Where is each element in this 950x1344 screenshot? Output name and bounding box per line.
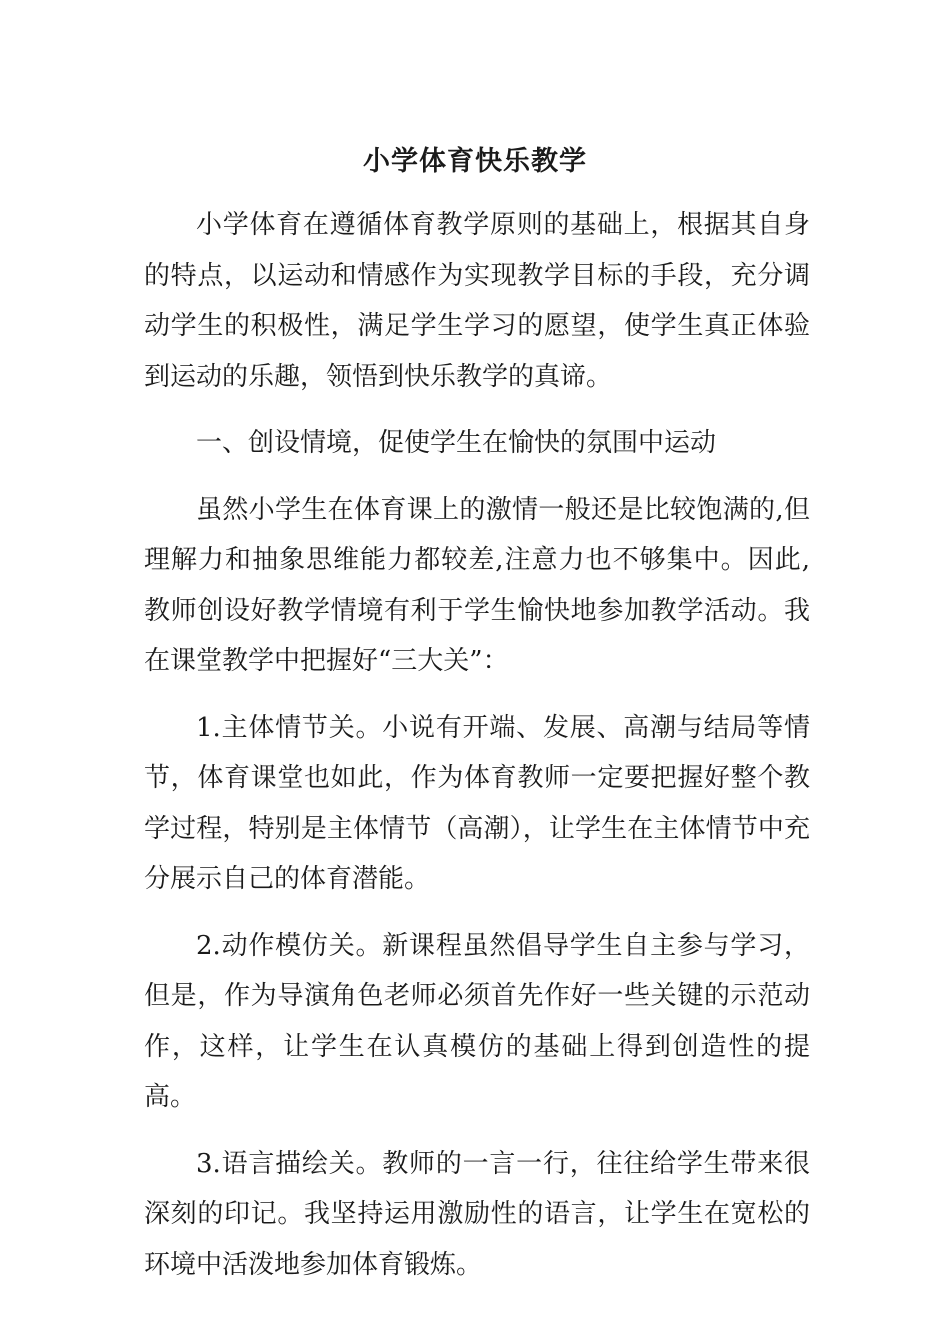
list-item-3: 3.语言描绘关。教师的一言一行，往往给学生带来很深刻的印记。我坚持运用激励性的语言，让学生在宽松的环境中活泼地参加体育锻炼。 bbox=[144, 1148, 810, 1280]
list-item-2: 2.动作模仿关。新课程虽然倡导学生自主参与学习，但是，作为导演角色老师必须首先作好一些关键的示范动作，这样，让学生在认真模仿的基础上得到创造性的提高。 bbox=[144, 930, 810, 1112]
section-heading-1: 一、创设情境，促使学生在愉快的氛围中运动 bbox=[196, 428, 717, 458]
document-body bbox=[144, 200, 810, 1306]
document-title: 小学体育快乐教学 bbox=[363, 146, 587, 177]
list-item-1: 1.主体情节关。小说有开端、发展、高潮与结局等情节，体育课堂也如此，作为体育教师一定要把握好整个教学过程，特别是主体情节（高潮），让学生在主体情节中充分展示自己的体育潜能。 bbox=[144, 712, 810, 894]
paragraph-intro: 小学体育在遵循体育教学原则的基础上，根据其自身的特点，以运动和情感作为实现教学目标的手段，充分调动学生的积极性，满足学生学习的愿望，使学生真正体验到运动的乐趣，领悟到快乐教学的真谛。 bbox=[144, 210, 810, 392]
paragraph-section-1: 虽然小学生在体育课上的激情一般还是比较饱满的,但理解力和抽象思维能力都较差,注意力也不够集中。因此,教师创设好教学情境有利于学生愉快地参加教学活动。我在课堂教学中把握好“三大关”： bbox=[144, 494, 810, 676]
